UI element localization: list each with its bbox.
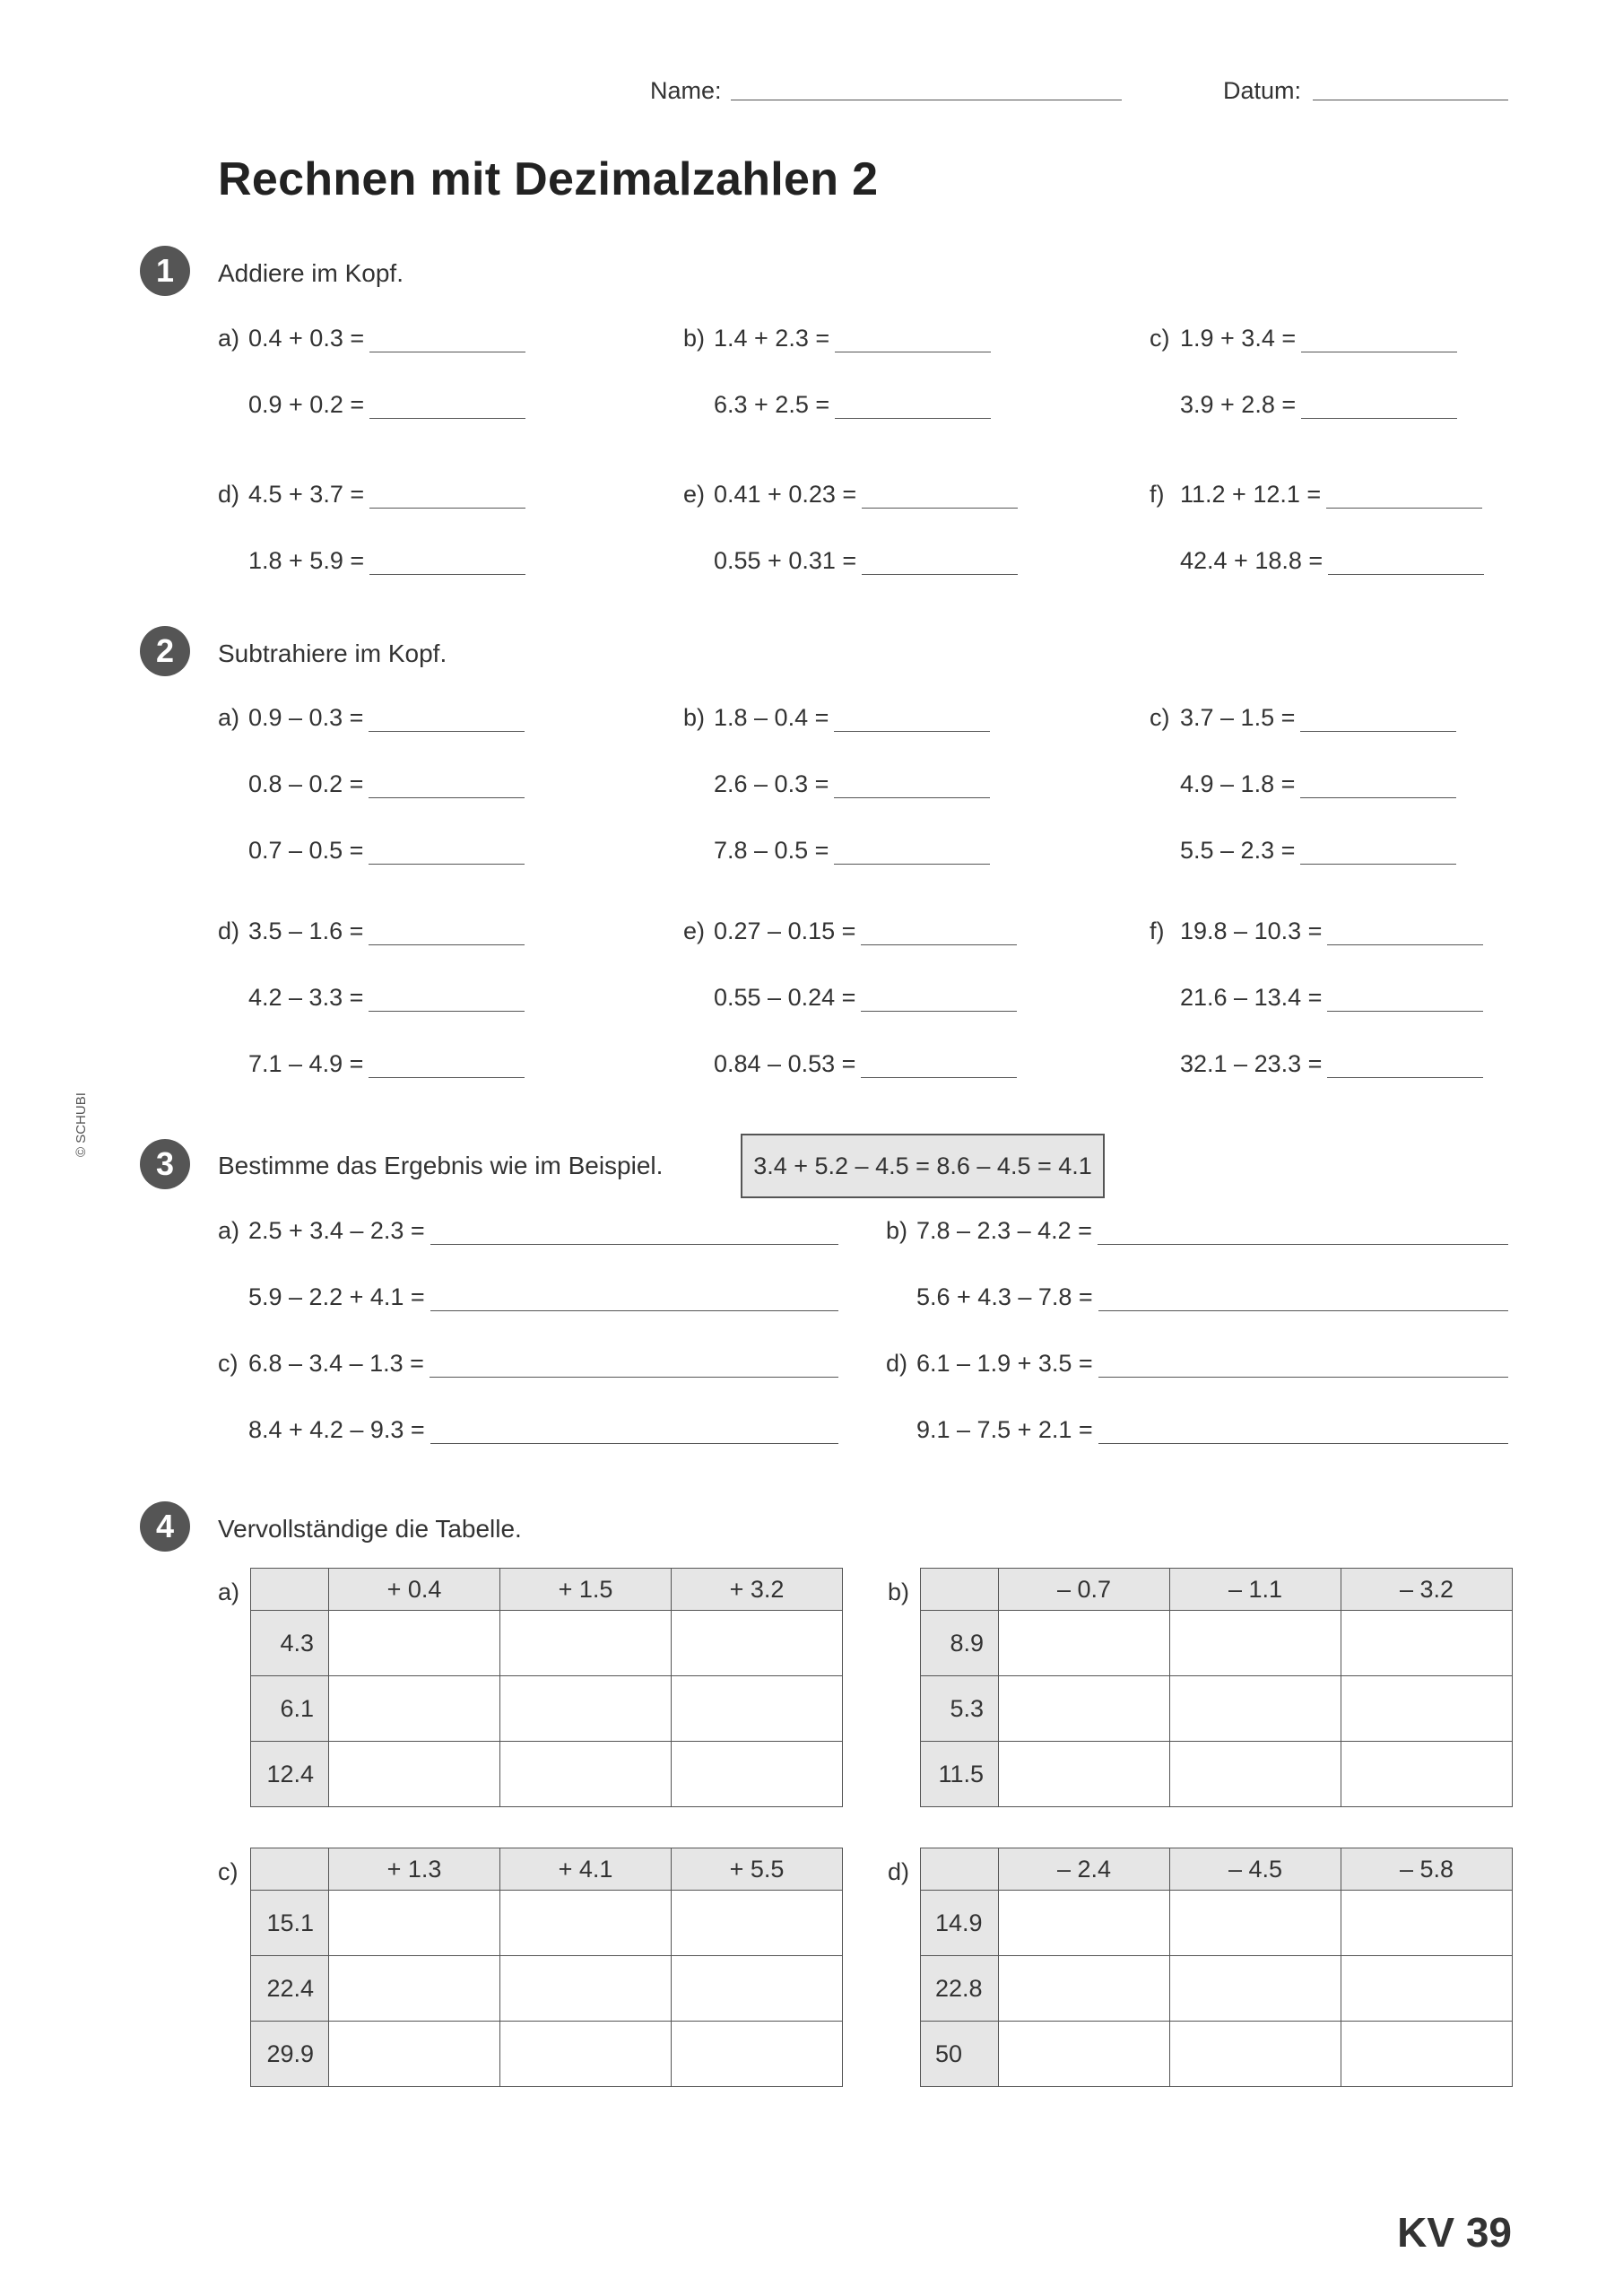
- exercise-equation: 7.8 – 2.3 – 4.2 =: [916, 1217, 1092, 1244]
- table-answer-cell[interactable]: [500, 1956, 672, 2022]
- answer-line[interactable]: [1327, 1011, 1483, 1012]
- table-row-value: 5.3: [921, 1676, 999, 1742]
- table-answer-cell[interactable]: [999, 1742, 1170, 1807]
- answer-line[interactable]: [1300, 731, 1456, 732]
- table-header-cell: – 0.7: [999, 1569, 1170, 1611]
- table-answer-cell[interactable]: [1170, 1891, 1341, 1956]
- exercise-equation: 0.84 – 0.53 =: [714, 1050, 856, 1077]
- exercise-equation: 0.8 – 0.2 =: [248, 770, 364, 797]
- section-1-number: 1: [140, 246, 190, 296]
- answer-line[interactable]: [369, 418, 525, 419]
- answer-line[interactable]: [369, 864, 525, 865]
- exercise-equation: 11.2 + 12.1 =: [1180, 481, 1322, 508]
- exercise-equation: 4.9 – 1.8 =: [1180, 770, 1296, 797]
- table-answer-cell[interactable]: [672, 1611, 843, 1676]
- table-row-value: 8.9: [921, 1611, 999, 1676]
- exercise-equation: 7.1 – 4.9 =: [248, 1050, 364, 1077]
- answer-line[interactable]: [1098, 1244, 1508, 1245]
- exercise-equation: 0.27 – 0.15 =: [714, 918, 856, 944]
- table-answer-cell[interactable]: [1170, 1956, 1341, 2022]
- calc-table: [920, 1568, 1513, 1807]
- answer-line[interactable]: [1098, 1310, 1508, 1311]
- answer-line[interactable]: [430, 1310, 838, 1311]
- exercise-label: d): [886, 1350, 908, 1377]
- answer-line[interactable]: [430, 1443, 838, 1444]
- table-row-value: 11.5: [921, 1742, 999, 1807]
- table-row-value: 14.9: [921, 1891, 999, 1956]
- section-1-instruction: Addiere im Kopf.: [218, 259, 404, 287]
- table-label: b): [888, 1578, 910, 1605]
- table-answer-cell[interactable]: [1170, 1611, 1341, 1676]
- exercise-equation: 2.6 – 0.3 =: [714, 770, 829, 797]
- table-answer-cell[interactable]: [1170, 1742, 1341, 1807]
- section-4-instruction: Vervollständige die Tabelle.: [218, 1515, 522, 1543]
- answer-line[interactable]: [1098, 1443, 1508, 1444]
- table-row: [251, 2022, 843, 2087]
- section-3-number: 3: [140, 1139, 190, 1189]
- table-corner-cell: [251, 1569, 329, 1611]
- table-row: [251, 1611, 843, 1676]
- answer-line[interactable]: [1328, 574, 1484, 575]
- table-row: [921, 1956, 1513, 2022]
- exercise-equation: 1.9 + 3.4 =: [1180, 325, 1297, 352]
- answer-line[interactable]: [862, 574, 1018, 575]
- table-answer-cell[interactable]: [1170, 2022, 1341, 2087]
- answer-line[interactable]: [834, 797, 990, 798]
- table-answer-cell[interactable]: [1341, 1956, 1513, 2022]
- exercise-label: f): [1150, 481, 1165, 508]
- table-answer-cell[interactable]: [672, 1891, 843, 1956]
- table-row-value: 22.4: [251, 1956, 329, 2022]
- table-answer-cell[interactable]: [500, 1676, 672, 1742]
- exercise-equation: 21.6 – 13.4 =: [1180, 984, 1323, 1011]
- answer-line[interactable]: [369, 1011, 525, 1012]
- exercise-equation: 8.4 + 4.2 – 9.3 =: [248, 1416, 425, 1443]
- table-row-value: 4.3: [251, 1611, 329, 1676]
- table-row: [921, 1891, 1513, 1956]
- exercise-equation: 0.7 – 0.5 =: [248, 837, 364, 864]
- answer-line[interactable]: [861, 1011, 1017, 1012]
- table-answer-cell[interactable]: [1341, 1676, 1513, 1742]
- table-answer-cell[interactable]: [672, 1956, 843, 2022]
- exercise-equation: 42.4 + 18.8 =: [1180, 547, 1324, 574]
- table-row-value: 12.4: [251, 1742, 329, 1807]
- exercise-equation: 0.4 + 0.3 =: [248, 325, 365, 352]
- exercise-label: b): [683, 704, 706, 731]
- answer-line[interactable]: [1326, 508, 1482, 509]
- table-row: [921, 1611, 1513, 1676]
- table-label: d): [888, 1858, 910, 1885]
- table-row-value: 29.9: [251, 2022, 329, 2087]
- section-4-number: 4: [140, 1501, 190, 1552]
- table-answer-cell[interactable]: [672, 1742, 843, 1807]
- answer-line[interactable]: [862, 508, 1018, 509]
- table-answer-cell[interactable]: [329, 1956, 500, 2022]
- exercise-label: c): [218, 1350, 239, 1377]
- answer-line[interactable]: [369, 574, 525, 575]
- table-label: c): [218, 1858, 239, 1885]
- table-header-cell: – 3.2: [1341, 1569, 1513, 1611]
- answer-line[interactable]: [861, 944, 1017, 945]
- table-answer-cell[interactable]: [329, 1611, 500, 1676]
- table-row-value: 15.1: [251, 1891, 329, 1956]
- answer-line[interactable]: [1327, 944, 1483, 945]
- answer-line[interactable]: [1098, 1377, 1508, 1378]
- exercise-label: b): [886, 1217, 908, 1244]
- table-answer-cell[interactable]: [999, 1891, 1170, 1956]
- answer-line[interactable]: [369, 508, 525, 509]
- exercise-label: d): [218, 918, 240, 944]
- table-corner-cell: [921, 1569, 999, 1611]
- exercise-equation: 7.8 – 0.5 =: [714, 837, 829, 864]
- answer-line[interactable]: [369, 1077, 525, 1078]
- table-row: [921, 1676, 1513, 1742]
- table-answer-cell[interactable]: [1341, 1742, 1513, 1807]
- table-corner-cell: [251, 1848, 329, 1891]
- example-box: 3.4 + 5.2 – 4.5 = 8.6 – 4.5 = 4.1: [741, 1134, 1105, 1198]
- exercise-label: a): [218, 1217, 240, 1244]
- table-row-value: 50: [921, 2022, 999, 2087]
- answer-line[interactable]: [1300, 797, 1456, 798]
- exercise-equation: 3.7 – 1.5 =: [1180, 704, 1296, 731]
- exercise-equation: 5.9 – 2.2 + 4.1 =: [248, 1283, 425, 1310]
- table-answer-cell[interactable]: [999, 1676, 1170, 1742]
- table-header-row: [921, 1848, 1513, 1891]
- table-answer-cell[interactable]: [999, 1956, 1170, 2022]
- exercise-equation: 9.1 – 7.5 + 2.1 =: [916, 1416, 1093, 1443]
- table-row: [251, 1891, 843, 1956]
- section-2-number: 2: [140, 626, 190, 676]
- exercise-equation: 19.8 – 10.3 =: [1180, 918, 1323, 944]
- exercise-label: c): [1150, 325, 1170, 352]
- answer-line[interactable]: [834, 864, 990, 865]
- table-header-cell: + 0.4: [329, 1569, 500, 1611]
- calc-table: [250, 1568, 843, 1807]
- table-header-row: [251, 1569, 843, 1611]
- exercise-equation: 1.8 – 0.4 =: [714, 704, 829, 731]
- table-header-row: [251, 1848, 843, 1891]
- table-label: a): [218, 1578, 240, 1605]
- section-2-instruction: Subtrahiere im Kopf.: [218, 639, 447, 667]
- exercise-label: a): [218, 325, 240, 352]
- exercise-label: f): [1150, 918, 1165, 944]
- exercise-equation: 6.1 – 1.9 + 3.5 =: [916, 1350, 1093, 1377]
- table-header-row: [921, 1569, 1513, 1611]
- exercise-equation: 5.6 + 4.3 – 7.8 =: [916, 1283, 1093, 1310]
- table-row-value: 22.8: [921, 1956, 999, 2022]
- answer-line[interactable]: [369, 731, 525, 732]
- exercise-equation: 1.4 + 2.3 =: [714, 325, 830, 352]
- page-code: KV 39: [1397, 2209, 1512, 2256]
- table-answer-cell[interactable]: [1341, 2022, 1513, 2087]
- exercise-equation: 0.55 – 0.24 =: [714, 984, 856, 1011]
- answer-line[interactable]: [835, 418, 991, 419]
- exercise-equation: 2.5 + 3.4 – 2.3 =: [248, 1217, 425, 1244]
- table-answer-cell[interactable]: [1341, 1611, 1513, 1676]
- table-answer-cell[interactable]: [1341, 1891, 1513, 1956]
- table-row: [251, 1676, 843, 1742]
- table-header-cell: – 1.1: [1170, 1569, 1341, 1611]
- table-header-cell: + 5.5: [672, 1848, 843, 1891]
- exercise-equation: 1.8 + 5.9 =: [248, 547, 365, 574]
- calc-table: [920, 1848, 1513, 2087]
- exercise-label: a): [218, 704, 240, 731]
- table-answer-cell[interactable]: [672, 2022, 843, 2087]
- answer-line[interactable]: [834, 731, 990, 732]
- table-answer-cell[interactable]: [329, 1676, 500, 1742]
- answer-line[interactable]: [861, 1077, 1017, 1078]
- exercise-label: e): [683, 481, 706, 508]
- table-answer-cell[interactable]: [329, 1742, 500, 1807]
- date-label: Datum:: [1223, 77, 1302, 104]
- table-answer-cell[interactable]: [999, 1611, 1170, 1676]
- exercise-equation: 32.1 – 23.3 =: [1180, 1050, 1323, 1077]
- calc-table: [250, 1848, 843, 2087]
- table-answer-cell[interactable]: [999, 2022, 1170, 2087]
- table-header-cell: – 5.8: [1341, 1848, 1513, 1891]
- exercise-equation: 5.5 – 2.3 =: [1180, 837, 1296, 864]
- table-header-cell: + 1.5: [500, 1569, 672, 1611]
- table-row: [251, 1956, 843, 2022]
- table-answer-cell[interactable]: [500, 1611, 672, 1676]
- answer-line[interactable]: [369, 797, 525, 798]
- table-answer-cell[interactable]: [500, 1891, 672, 1956]
- table-header-cell: – 2.4: [999, 1848, 1170, 1891]
- table-row: [921, 1742, 1513, 1807]
- exercise-equation: 0.9 + 0.2 =: [248, 391, 365, 418]
- answer-line[interactable]: [1300, 864, 1456, 865]
- answer-line[interactable]: [430, 1244, 838, 1245]
- exercise-equation: 3.5 – 1.6 =: [248, 918, 364, 944]
- exercise-label: e): [683, 918, 706, 944]
- exercise-equation: 6.8 – 3.4 – 1.3 =: [248, 1350, 424, 1377]
- exercise-equation: 4.2 – 3.3 =: [248, 984, 364, 1011]
- table-answer-cell[interactable]: [500, 1742, 672, 1807]
- table-answer-cell[interactable]: [500, 2022, 672, 2087]
- answer-line[interactable]: [1301, 418, 1457, 419]
- table-row: [251, 1742, 843, 1807]
- exercise-equation: 3.9 + 2.8 =: [1180, 391, 1297, 418]
- table-header-cell: + 3.2: [672, 1569, 843, 1611]
- table-answer-cell[interactable]: [329, 1891, 500, 1956]
- answer-line[interactable]: [369, 944, 525, 945]
- table-answer-cell[interactable]: [1170, 1676, 1341, 1742]
- table-answer-cell[interactable]: [672, 1676, 843, 1742]
- copyright-note: © SCHUBI: [74, 1092, 89, 1157]
- exercise-equation: 0.9 – 0.3 =: [248, 704, 364, 731]
- table-answer-cell[interactable]: [329, 2022, 500, 2087]
- exercise-equation: 6.3 + 2.5 =: [714, 391, 830, 418]
- section-3-instruction: Bestimme das Ergebnis wie im Beispiel.: [218, 1152, 664, 1179]
- table-header-cell: – 4.5: [1170, 1848, 1341, 1891]
- name-label: Name:: [650, 77, 722, 104]
- table-header-cell: + 1.3: [329, 1848, 500, 1891]
- exercise-equation: 0.55 + 0.31 =: [714, 547, 857, 574]
- exercise-equation: 0.41 + 0.23 =: [714, 481, 857, 508]
- exercise-label: b): [683, 325, 706, 352]
- table-corner-cell: [921, 1848, 999, 1891]
- answer-line[interactable]: [430, 1377, 838, 1378]
- table-header-cell: + 4.1: [500, 1848, 672, 1891]
- page-title: Rechnen mit Dezimalzahlen 2: [218, 153, 879, 205]
- exercise-equation: 4.5 + 3.7 =: [248, 481, 365, 508]
- table-row: [921, 2022, 1513, 2087]
- answer-line[interactable]: [1327, 1077, 1483, 1078]
- exercise-label: c): [1150, 704, 1170, 731]
- exercise-label: d): [218, 481, 240, 508]
- table-row-value: 6.1: [251, 1676, 329, 1742]
